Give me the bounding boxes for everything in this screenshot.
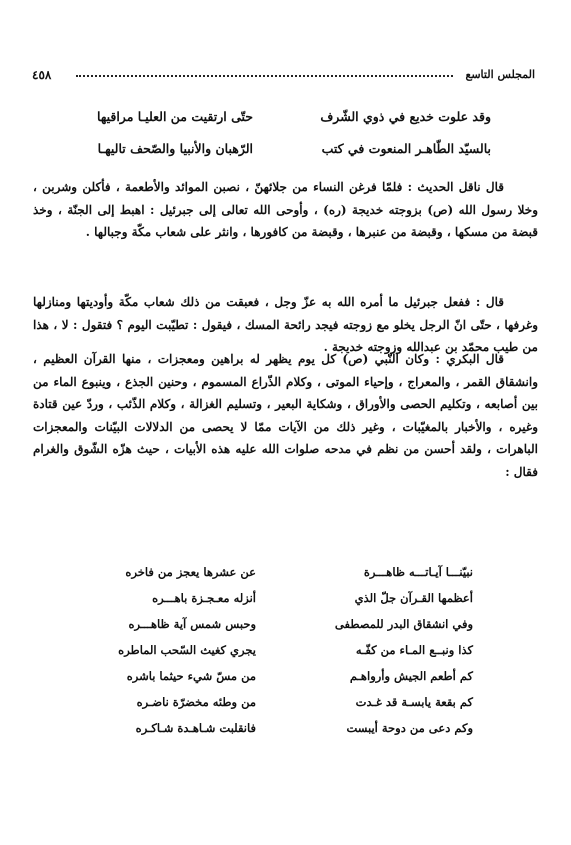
- header-dotted-leader: [76, 75, 453, 77]
- chapter-title: المجلس التاسع: [465, 68, 535, 81]
- verse-hemistich: بالسيّد الطّاهـر المنعوت في كتب: [321, 141, 491, 156]
- verse-hemistich: كذا ونبــع المـاء من كفّـه: [355, 643, 473, 657]
- running-header: [32, 66, 539, 84]
- verse-hemistich: الرّهبان والأنبيا والصّحف تاليهـا: [97, 141, 253, 156]
- verse-hemistich: من مسّ شيء حيثما باشره: [126, 669, 256, 683]
- verse-hemistich: عن عشرها يعجز من فاخره: [125, 565, 256, 579]
- verse-hemistich: وكم دعى من دوحة أيبست: [346, 721, 473, 735]
- verse-hemistich: نبيّنـــا آيـاتـــه ظاهـــرة: [363, 565, 473, 579]
- verse-hemistich: أنزله معـجـزة باهـــره: [152, 591, 256, 605]
- paragraph: قال : ففعل جبرئيل ما أمره الله به عزّ وجل ، فعبقت من ذلك شعاب مكّة وأوديتها ومنازلها وغرفها ، حتّى انّ الرجل يخلو مع زوجته فيجد رائحة المسك ، فيقول : تطيّبت اليوم ؟ فتقول : لا ، هذا من طيب محمّد بن عبدالله وزوجته خديجة .: [33, 295, 538, 355]
- verse-hemistich: وحبس شمس آية ظاهـــره: [128, 617, 256, 631]
- verse-hemistich: من وطئه مخضرّة ناضـره: [136, 695, 256, 709]
- paragraph: قال البكري : وكان النّبي (ص) كل يوم يظهر له براهين ومعجزات ، منها القرآن العظيم ، وانشقاق القمر ، والمعراج ، وإحياء الموتى ، وكلام الذّراع المسموم ، وحنين الجذع ، وينبوع الماء من بين أصابعه ، وتكليم الحصى والأوراق ، وشكاية البعير ، وتسليم الغزالة ، وكلام الذّئب ، وردّ عين قتادة وغيره ، والأخبار بالمغيّبات ، وغير ذلك من الآيات ممّا لا يحصى من الدلالات البيّنات والمعجزات الباهرات ، ولقد أحسن من نظم في مدحه صلوات الله عليه هذه الأبيات ، حيث هزّه الشّوق والغرام فقال :: [33, 352, 538, 479]
- verse-hemistich: أعظمها القـرآن جلّ الذي: [354, 591, 473, 605]
- verse-hemistich: وقد علوت خديع في ذوي الشّرف: [320, 109, 491, 124]
- page-number: ٤٥٨: [32, 68, 52, 82]
- verse-hemistich: كم أطعم الجيش وأرواهـم: [349, 669, 473, 683]
- verse-hemistich: يجري كغيث السّحب الماطره: [118, 643, 256, 657]
- verse-hemistich: فانقلبت شـاهـدة شـاكـره: [135, 721, 256, 735]
- verse-hemistich: وفي انشقاق البدر للمصطفى: [334, 617, 473, 631]
- verse-hemistich: كم بقعة يابسـة قد غـدت: [355, 695, 473, 709]
- paragraph: قال ناقل الحديث : فلمّا فرغن النساء من جلائهنّ ، نصبن الموائد والأطعمة ، فأكلن وشربن ، وخلا رسول الله (ص) بزوجته خديجة (ره) ، وأوحى الله تعالى إلى جبرئيل : اهبط إلى الجنّة ، وخذ قبضة من مسكها ، وقبضة من عنبرها ، وقبضة من كافورها ، وانثر على شعاب مكّة وجبالها .: [33, 180, 538, 240]
- verse-hemistich: حتّى ارتقيت من العليـا مراقيها: [97, 109, 253, 124]
